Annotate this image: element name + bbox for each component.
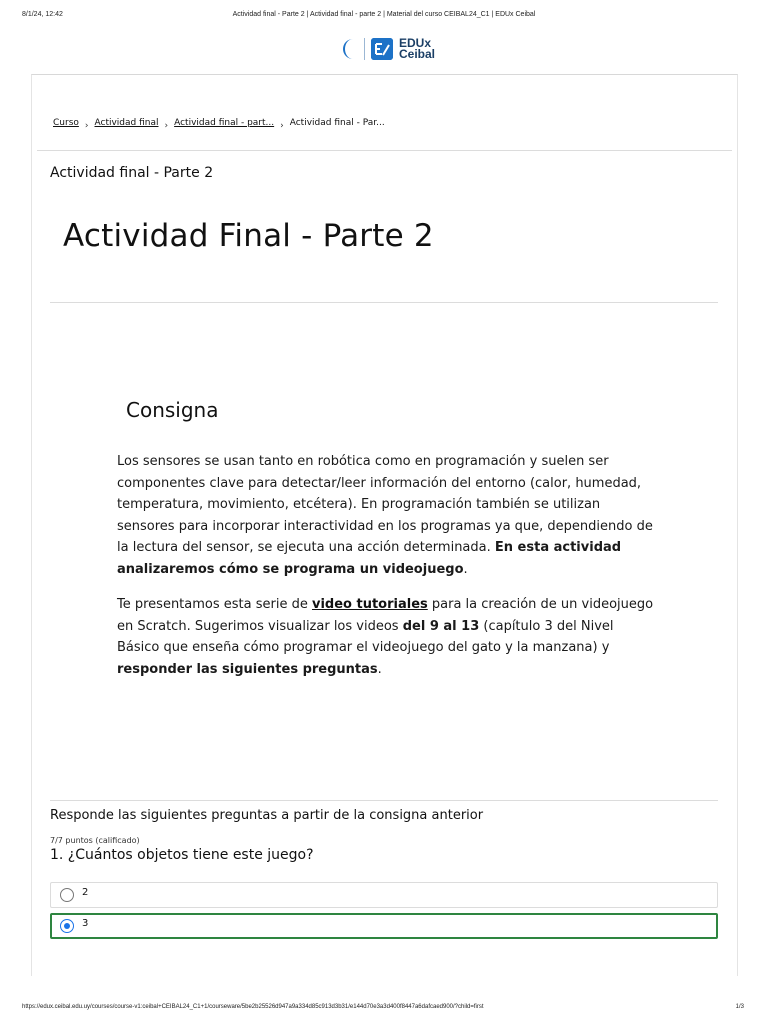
video-tutorials-link[interactable]: video tutoriales: [311, 597, 428, 612]
paragraph-2-bold-1: del 9 al 13: [402, 618, 480, 634]
paragraph-2-text-3: (capítulo 3 del Nivel Básico que enseña cómo programar el videojuego del gato y la manzana) y: [117, 618, 614, 656]
consigna-paragraph-1: [117, 451, 657, 581]
paragraph-2-text-2: para la creación de un videojuego en Scratch. Sugerimos visualizar los videos: [117, 597, 654, 634]
breadcrumb-current: Actividad final - Par...: [289, 118, 385, 128]
section-title: Consigna: [126, 398, 219, 422]
chevron-right-icon: ›: [280, 121, 284, 131]
edux-box-icon: [371, 38, 393, 60]
logo-text: [399, 38, 435, 60]
answer-option-label: 3: [82, 917, 89, 929]
radio-button[interactable]: [60, 888, 74, 902]
print-page-count: 1/3: [735, 1004, 744, 1010]
paragraph-2-text-1: Te presentamos esta serie de: [117, 597, 312, 612]
paragraph-1-end: .: [463, 561, 468, 577]
crescent-logo-icon: [340, 37, 360, 61]
print-date: 8/1/24, 12:42: [22, 11, 63, 18]
print-header: [0, 11, 768, 23]
breadcrumb-final-activity[interactable]: Actividad final: [94, 118, 159, 128]
paragraph-1-bold: En esta actividad analizaremos cómo se programa un videojuego: [117, 540, 622, 577]
unit-title: Actividad final - Parte 2: [50, 165, 214, 181]
chevron-right-icon: ›: [84, 121, 89, 131]
page-title: Actividad Final - Parte 2: [63, 218, 434, 254]
edux-ceibal-logo[interactable]: [340, 36, 435, 62]
print-url: https://edux.ceibal.edu.uy/courses/course-v1:ceibal+CEIBAL24_C1+1/courseware/5be2b25526d947a9a334d85c913d3b31/e144d70e3a3d400f8447a6dafcaed900/?child=first: [22, 1004, 484, 1010]
logo-line-1: EDUx: [399, 36, 432, 50]
answer-option-2[interactable]: [50, 882, 718, 908]
points-badge: 7/7 puntos (calificado): [50, 836, 140, 845]
questions-divider: [50, 800, 718, 801]
breadcrumb-final-activity-part[interactable]: Actividad final - part...: [174, 118, 275, 128]
answer-option-label: 2: [82, 886, 89, 898]
breadcrumb-divider: [37, 150, 732, 151]
logo-separator: [364, 38, 365, 60]
print-title: Actividad final - Parte 2 | Actividad final - parte 2 | Material del curso CEIBAL24_C1 | EDUx Ceibal: [232, 11, 536, 18]
consigna-paragraph-2: [117, 594, 657, 680]
answer-option-3[interactable]: [50, 913, 718, 939]
logo-line-2: Ceibal: [399, 47, 436, 61]
paragraph-2-text-4: .: [377, 661, 382, 677]
chevron-right-icon: ›: [164, 121, 169, 131]
paragraph-2-bold-2: responder las siguientes preguntas: [117, 661, 378, 677]
breadcrumb: [53, 118, 385, 131]
questions-intro: Responde las siguientes preguntas a partir de la consigna anterior: [50, 808, 484, 823]
breadcrumb-course[interactable]: Curso: [53, 118, 79, 128]
question-1: 1. ¿Cuántos objetos tiene este juego?: [50, 847, 314, 863]
title-divider: [50, 302, 718, 303]
paragraph-1-text: Los sensores se usan tanto en robótica como en programación y suelen ser componentes clave para detectar/leer información del entorno (calor, humedad, temperatura, movimiento, etcétera). En programación también se utilizan sensores para incorporar interactividad en los programas ya que, dependiendo de la lectura del sensor, se ejecuta una acción determinada.: [117, 454, 653, 556]
radio-button-selected[interactable]: [60, 919, 74, 933]
